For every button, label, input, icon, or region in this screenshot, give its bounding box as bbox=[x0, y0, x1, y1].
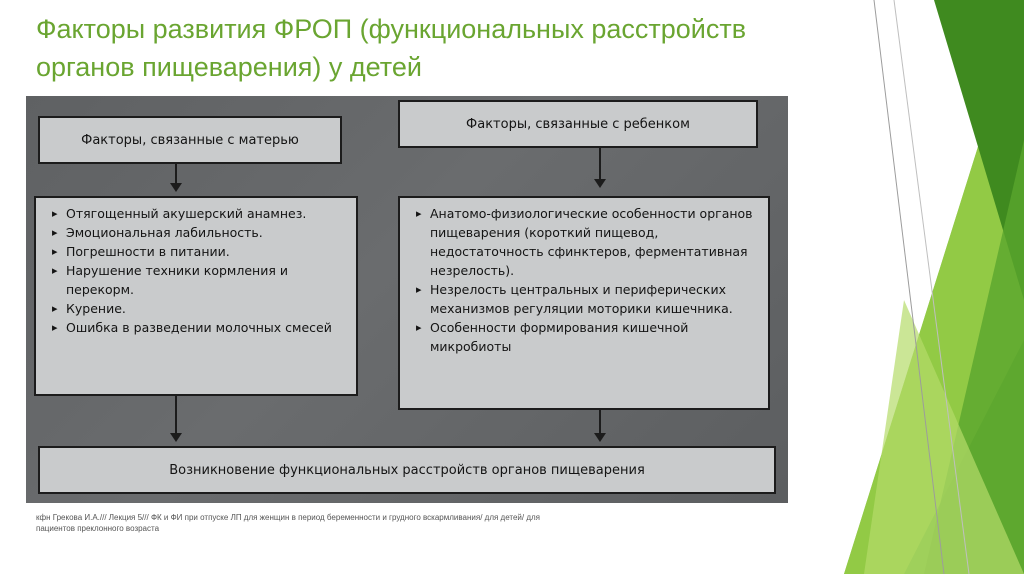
diagram-photo bbox=[26, 96, 788, 503]
mother-factors-list bbox=[36, 198, 356, 337]
list-item: ▸ Погрешности в питании. bbox=[52, 242, 344, 261]
list-item: ▸ Особенности формирования кишечной микробиоты bbox=[416, 318, 756, 356]
list-item: ▸ Незрелость центральных и периферических механизмов регуляции моторики кишечника. bbox=[416, 280, 756, 318]
arrow-mother-to-result bbox=[175, 394, 177, 440]
list-item: ▸ Отягощенный акушерский анамнез. bbox=[52, 204, 344, 223]
child-factors-list bbox=[400, 198, 768, 356]
list-item: ▸ Ошибка в разведении молочных смесей bbox=[52, 318, 344, 337]
mother-factors-list-box bbox=[34, 196, 358, 396]
result-label: Возникновение функциональных расстройств органов пищеварения bbox=[169, 462, 645, 478]
arrow-child-to-result bbox=[599, 408, 601, 440]
mother-factors-header: Факторы, связанные с матерью bbox=[38, 116, 342, 164]
arrow-mother-down bbox=[175, 162, 177, 190]
list-item: ▸ Нарушение техники кормления и перекорм. bbox=[52, 261, 344, 299]
child-factors-list-box bbox=[398, 196, 770, 410]
list-item: ▸ Курение. bbox=[52, 299, 344, 318]
slide-title: Факторы развития ФРОП (функциональных расстройств органов пищеварения) у детей bbox=[36, 14, 747, 82]
list-item: ▸ Эмоциональная лабильность. bbox=[52, 223, 344, 242]
green-triangle-decoration bbox=[784, 0, 1024, 574]
list-item: ▸ Анатомо-физиологические особенности органов пищеварения (короткий пищевод, недостаточность сфинктеров, ферментативная незрелость). bbox=[416, 204, 756, 280]
footnote: кфн Грекова И.А./// Лекция 5/// ФК и ФИ при отпуске ЛП для женщин в период беременности и грудного вскармливания/ для детей/ для пациентов преклонного возраста bbox=[36, 513, 540, 533]
result-box bbox=[38, 446, 776, 494]
child-factors-header: Факторы, связанные с ребенком bbox=[398, 100, 758, 148]
arrow-child-down bbox=[599, 146, 601, 186]
